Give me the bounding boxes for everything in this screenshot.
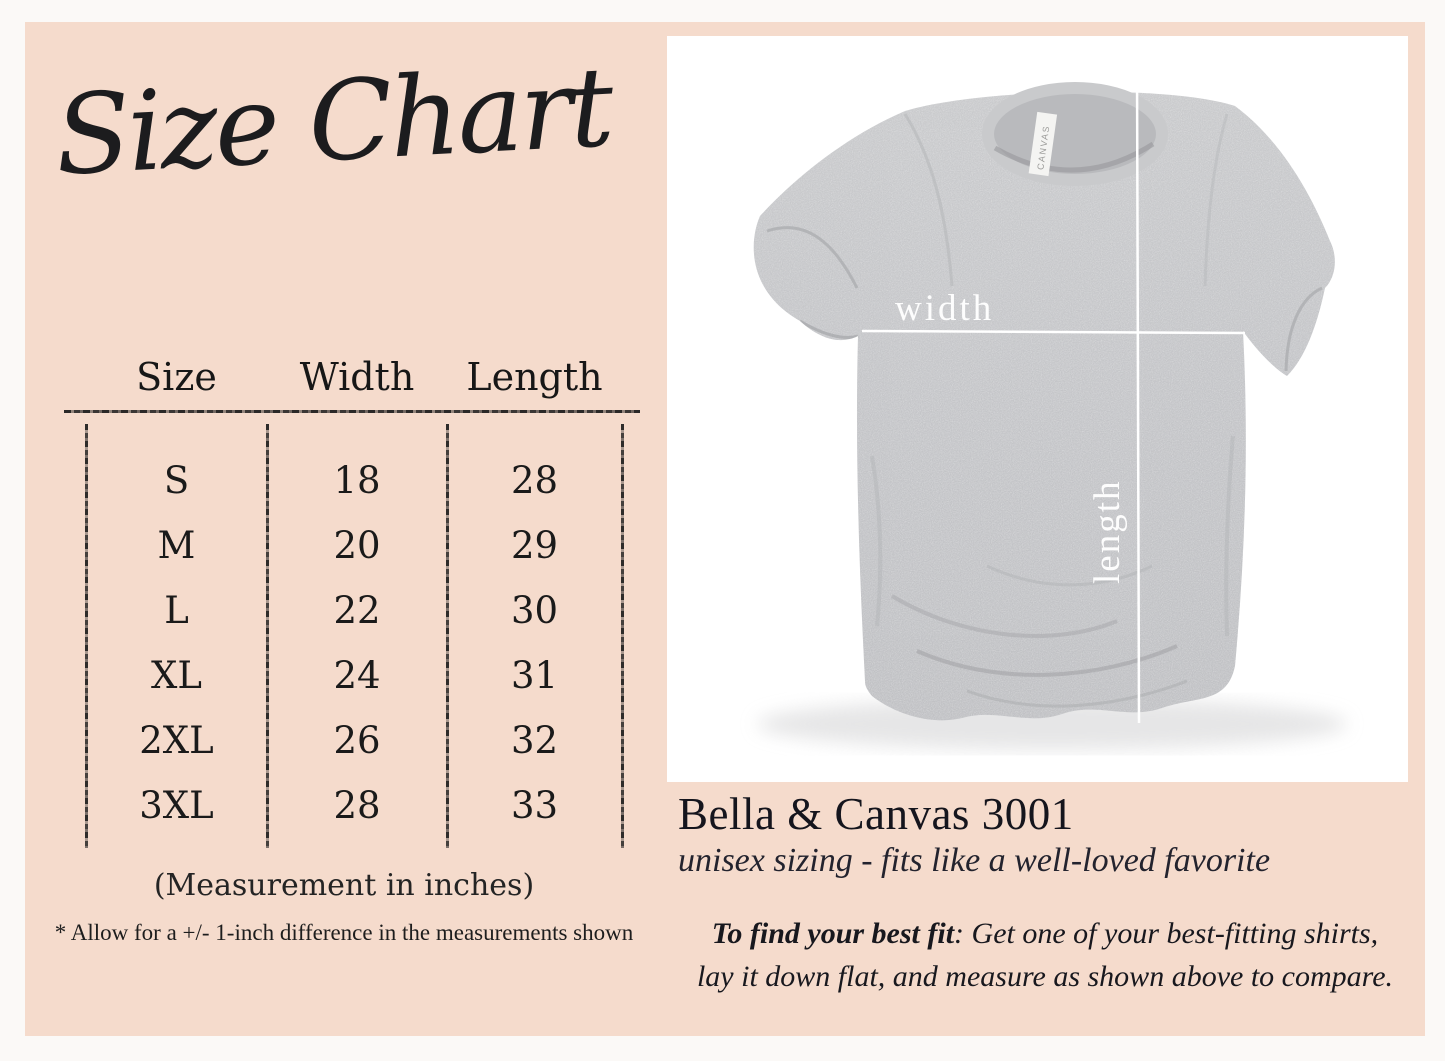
cell-width: 24 — [333, 654, 381, 697]
size-table-header — [86, 348, 622, 406]
fit-tip — [650, 912, 1440, 998]
cell-width: 26 — [333, 719, 381, 762]
cell-width: 20 — [333, 524, 381, 567]
cell-size: 2XL — [139, 719, 214, 762]
table-row — [86, 773, 622, 838]
fit-tip-line1 — [650, 912, 1440, 955]
cell-size: 3XL — [139, 784, 214, 827]
product-subtitle: unisex sizing - fits like a well-loved favorite — [678, 842, 1271, 879]
cell-width: 28 — [333, 784, 381, 827]
cell-length: 30 — [510, 589, 559, 632]
cell-length: 32 — [510, 719, 559, 762]
tolerance-note: * Allow for a +/- 1-inch difference in the measurements shown — [54, 920, 634, 945]
cell-length: 33 — [510, 784, 559, 827]
cell-size: S — [163, 459, 190, 502]
table-row — [86, 708, 622, 773]
neck-tag-label: CANVAS — [1035, 124, 1052, 171]
table-row — [86, 643, 622, 708]
cell-length: 28 — [510, 459, 559, 502]
size-chart-title: Size Chart — [52, 42, 614, 200]
cell-length: 31 — [510, 654, 559, 697]
fit-tip-line2: lay it down flat, and measure as shown above to compare. — [696, 960, 1394, 993]
fit-tip-rest: : Get one of your best-fitting shirts, — [954, 917, 1379, 950]
measurement-unit-note: (Measurement in inches) — [153, 868, 535, 903]
cell-size: M — [157, 524, 196, 567]
size-table-body — [86, 424, 622, 838]
table-header-rule — [64, 410, 640, 413]
length-label: length — [1087, 479, 1128, 584]
table-row — [86, 513, 622, 578]
width-label: width — [895, 288, 995, 329]
header-length: Length — [466, 355, 603, 399]
cell-width: 18 — [333, 459, 381, 502]
cell-width: 22 — [333, 589, 381, 632]
product-title: Bella & Canvas 3001 — [678, 789, 1074, 839]
tshirt-photo — [667, 36, 1408, 782]
header-size: Size — [136, 355, 217, 399]
header-width: Width — [299, 355, 415, 399]
cell-size: XL — [151, 654, 202, 697]
fit-tip-lead: To find your best fit — [711, 917, 955, 950]
table-row — [86, 578, 622, 643]
product-photo-area — [667, 36, 1408, 782]
table-row — [86, 448, 622, 513]
cell-length: 29 — [510, 524, 559, 567]
cell-size: L — [164, 589, 189, 632]
tshirt-graphic — [667, 36, 1408, 782]
